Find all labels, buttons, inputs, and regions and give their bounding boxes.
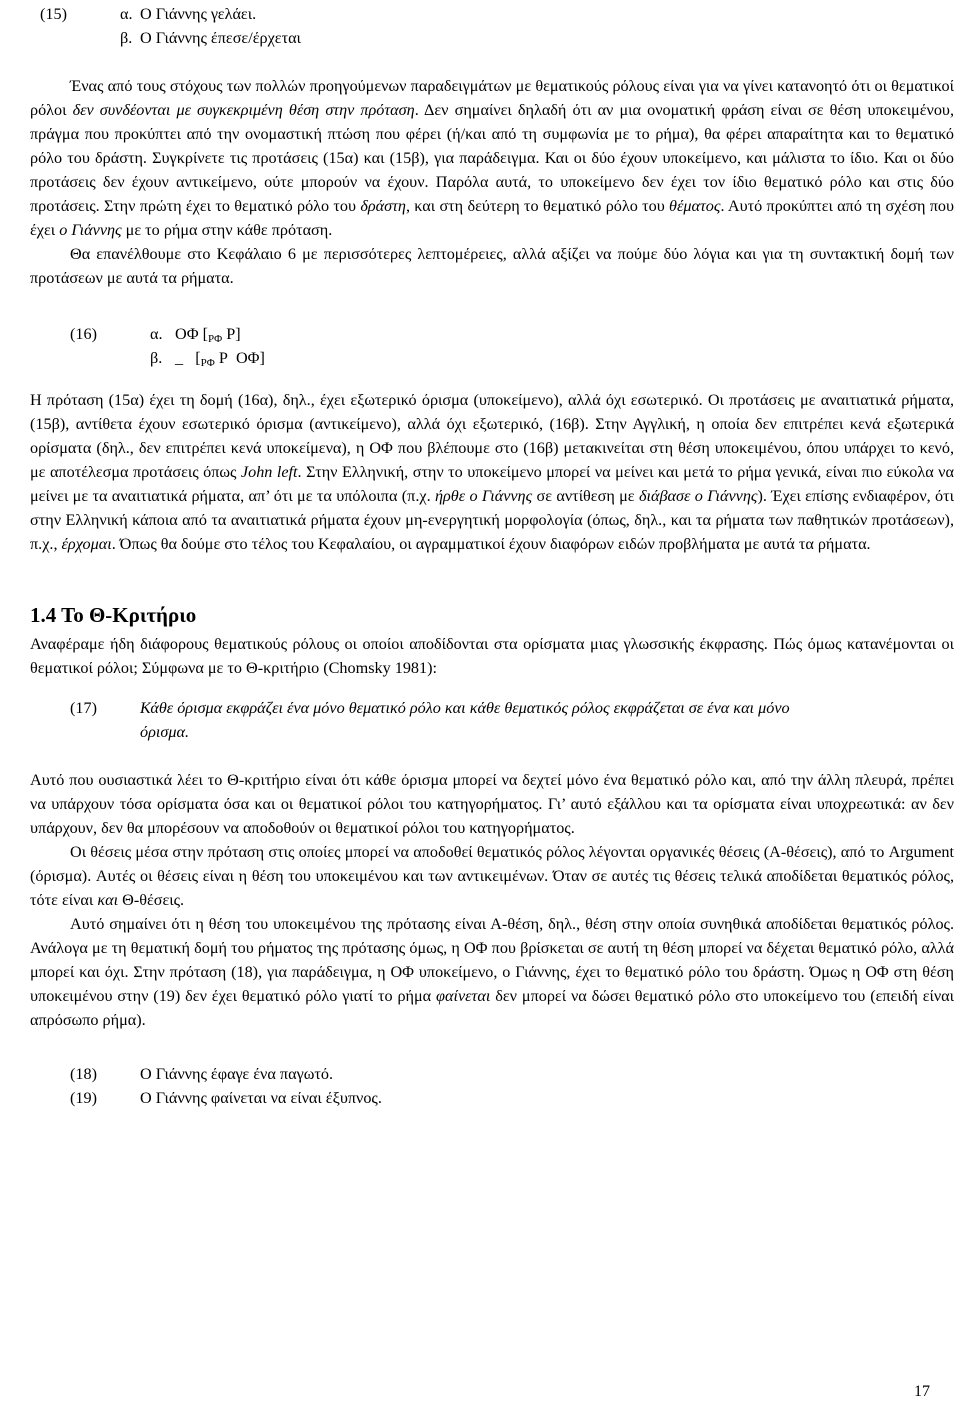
example-19 — [30, 1086, 954, 1110]
example-16a — [30, 322, 954, 346]
example-17 — [30, 696, 954, 744]
example-number: (18) — [70, 1065, 97, 1083]
example-text: Ο Γιάννης έφαγε ένα παγωτό. — [140, 1065, 334, 1083]
example-letter: α. — [120, 5, 133, 23]
example-letter: β. — [120, 29, 133, 47]
example-number: (16) — [70, 325, 97, 343]
paragraph-5: Αυτό που ουσιαστικά λέει το Θ-κριτήριο είναι ότι κάθε όρισμα μπορεί να δεχτεί μόνο ένα θεματικό ρόλο και, από την άλλη πλευρά, πρέπει να υπάρχουν τόσα ορίσματα όσα και οι θεματικοί ρόλοι του κατηγορήματος. Γι’ αυτό εξάλλου και τα ορίσματα είναι υποχρεωτικά: αν δεν υπάρχουν, δεν θα μπορέσουν να αποδοθούν οι θεματικοί ρόλοι του κατηγορήματος. — [30, 771, 954, 837]
paragraph-7: Αυτό σημαίνει ότι η θέση του υποκειμένου της πρότασης είναι Α-θέση, δηλ., θέση στην οποία συνηθικά αποδίδεται θεματικός ρόλος. Ανάλογα με τη θεματική δομή του ρήματος της πρότασης όμως, η ΟΦ που βρίσκεται σε αυτή τη θέση μπορεί να δέχεται θεματικό ρόλο, αλλά μπορεί και όχι. Στην πρόταση (18), για παράδειγμα, η ΟΦ υποκείμενο, ο Γιάννης, έχει το θεματικό ρόλο του δράστη. Όμως η ΟΦ στη θέση υποκειμένου στην (19) δεν έχει θεματικό ρόλο γιατί το ρήμα φαίνεται δεν μπορεί να δώσει θεματικό ρόλο στο υποκείμενο του (επειδή είναι απρόσωπο ρήμα). — [30, 915, 954, 1029]
example-text: Ο Γιάννης γελάει. — [140, 5, 257, 23]
paragraph-1: Ένας από τους στόχους των πολλών προηγούμενων παραδειγμάτων με θεματικούς ρόλους είναι για να γίνει κατανοητό ότι οι θεματικοί ρόλοι δεν συνδέονται με συγκεκριμένη θέση στην πρόταση. Δεν σημαίνει δηλαδή ότι αν μια ονοματική φράση είναι σε θέση υποκειμένου, πράγμα που προκύπτει από την ονομαστική πτώση που φέρει (ή/και από τη συμφωνία με το ρήμα), θα φέρει απαραίτητα και το θεματικό ρόλο του δράστη. Συγκρίνετε τις προτάσεις (15α) και (15β), για παράδειγμα. Και οι δύο έχουν υποκείμενο, και μάλιστα το ίδιο. Και οι δύο προτάσεις δεν έχουν αντικείμενο, ούτε μπορούν να έχουν. Παρόλα αυτά, το υποκείμενο δεν έχει τον ίδιο θεματικό ρόλο και στις δύο προτάσεις. Στην πρώτη έχει το θεματικό ρόλο του δράστη, και στη δεύτερη το θεματικό ρόλο του θέματος. Αυτό προκύπτει από τη σχέση που έχει ο Γιάννης με το ρήμα στην κάθε πρόταση. — [30, 77, 954, 239]
example-text: Κάθε όρισμα εκφράζει ένα μόνο θεματικό ρόλο και κάθε θεματικός ρόλος εκφράζεται σε ένα και μόνο όρισμα. — [140, 699, 790, 741]
example-text: ΟΦ [ΡΦ Ρ] — [175, 325, 241, 345]
example-number: (17) — [70, 699, 97, 717]
example-letter: β. — [150, 349, 163, 367]
example-number: (19) — [70, 1089, 97, 1107]
example-18 — [30, 1062, 954, 1086]
paragraph-6: Οι θέσεις μέσα στην πρόταση στις οποίες μπορεί να αποδοθεί θεματικός ρόλος λέγονται οργανικές θέσεις (Α-θέσεις), από το Argument (όρισμα). Αυτές οι θέσεις είναι η θέση του υποκειμένου και των αντικειμένων. Όταν σε αυτές τις θέσεις τελικά αποδίδεται θεματικός ρόλος, τότε είναι και Θ-θέσεις. — [30, 843, 954, 909]
example-number: (15) — [40, 5, 67, 23]
example-text: Ο Γιάννης έπεσε/έρχεται — [140, 29, 301, 47]
page-number: 17 — [914, 1383, 930, 1400]
paragraph-2: Θα επανέλθουμε στο Κεφάλαιο 6 με περισσότερες λεπτομέρειες, αλλά αξίζει να πούμε δύο λόγια και για τη συντακτική δομή των προτάσεων με αυτά τα ρήματα. — [30, 245, 954, 287]
example-16b — [30, 346, 954, 370]
paragraph-3: Η πρόταση (15α) έχει τη δομή (16α), δηλ., έχει εξωτερικό όρισμα (υποκείμενο), αλλά όχι εσωτερικό. Οι προτάσεις με αναιτιατικά ρήματα, (15β), αντίθετα έχουν εσωτερικό όρισμα (αντικείμενο), αλλά όχι εξωτερικό, (16β). Στην Αγγλική, η οποία δεν επιτρέπει κενά εξωτερικά ορίσματα (δηλ., δεν επιτρέπει κενά υποκείμενα), η ΟΦ που βλέπουμε στο (16β) μετακινείται στη θέση υποκειμένου, όπου υπάρχει το κενό, με αποτέλεσμα προτάσεις όπως John left. Στην Ελληνική, στην το υποκείμενο μπορεί να μείνει και μετά το ρήμα γενικά, είναι πιο εύκολα να μείνει με τα αναιτιατικά ρήματα, απ’ ότι με τα υπόλοιπα (π.χ. ήρθε ο Γιάννης σε αντίθεση με διάβασε ο Γιάννης). Έχει επίσης ενδιαφέρον, ότι στην Ελληνική κάποια από τα αναιτιατικά ρήματα έχουν μη-ενεργητική μορφολογία (όπως, δηλ., και τα ρήματα των παθητικών προτάσεων), π.χ., έρχομαι. Όπως θα δούμε στο τέλος του Κεφαλαίου, οι αγραμματικοί έχουν διαφόρων ειδών προβλήματα με αυτά τα ρήματα. — [30, 391, 955, 553]
document-page — [30, 0, 954, 1408]
example-text: Ο Γιάννης φαίνεται να είναι έξυπνος. — [140, 1089, 382, 1107]
paragraph-4: Αναφέραμε ήδη διάφορους θεματικούς ρόλους οι οποίοι αποδίδονται στα ορίσματα μιας γλωσσικής έκφρασης. Πώς όμως κατανέμονται οι θεματικοί ρόλοι; Σύμφωνα με το Θ-κριτήριο (Chomsky 1981): — [30, 635, 954, 677]
example-15b — [30, 26, 954, 50]
example-15a — [30, 2, 954, 26]
example-letter: α. — [150, 325, 163, 343]
example-text: _ [ΡΦ Ρ ΟΦ] — [175, 349, 265, 369]
section-title: 1.4 Το Θ-Κριτήριο — [30, 603, 197, 627]
